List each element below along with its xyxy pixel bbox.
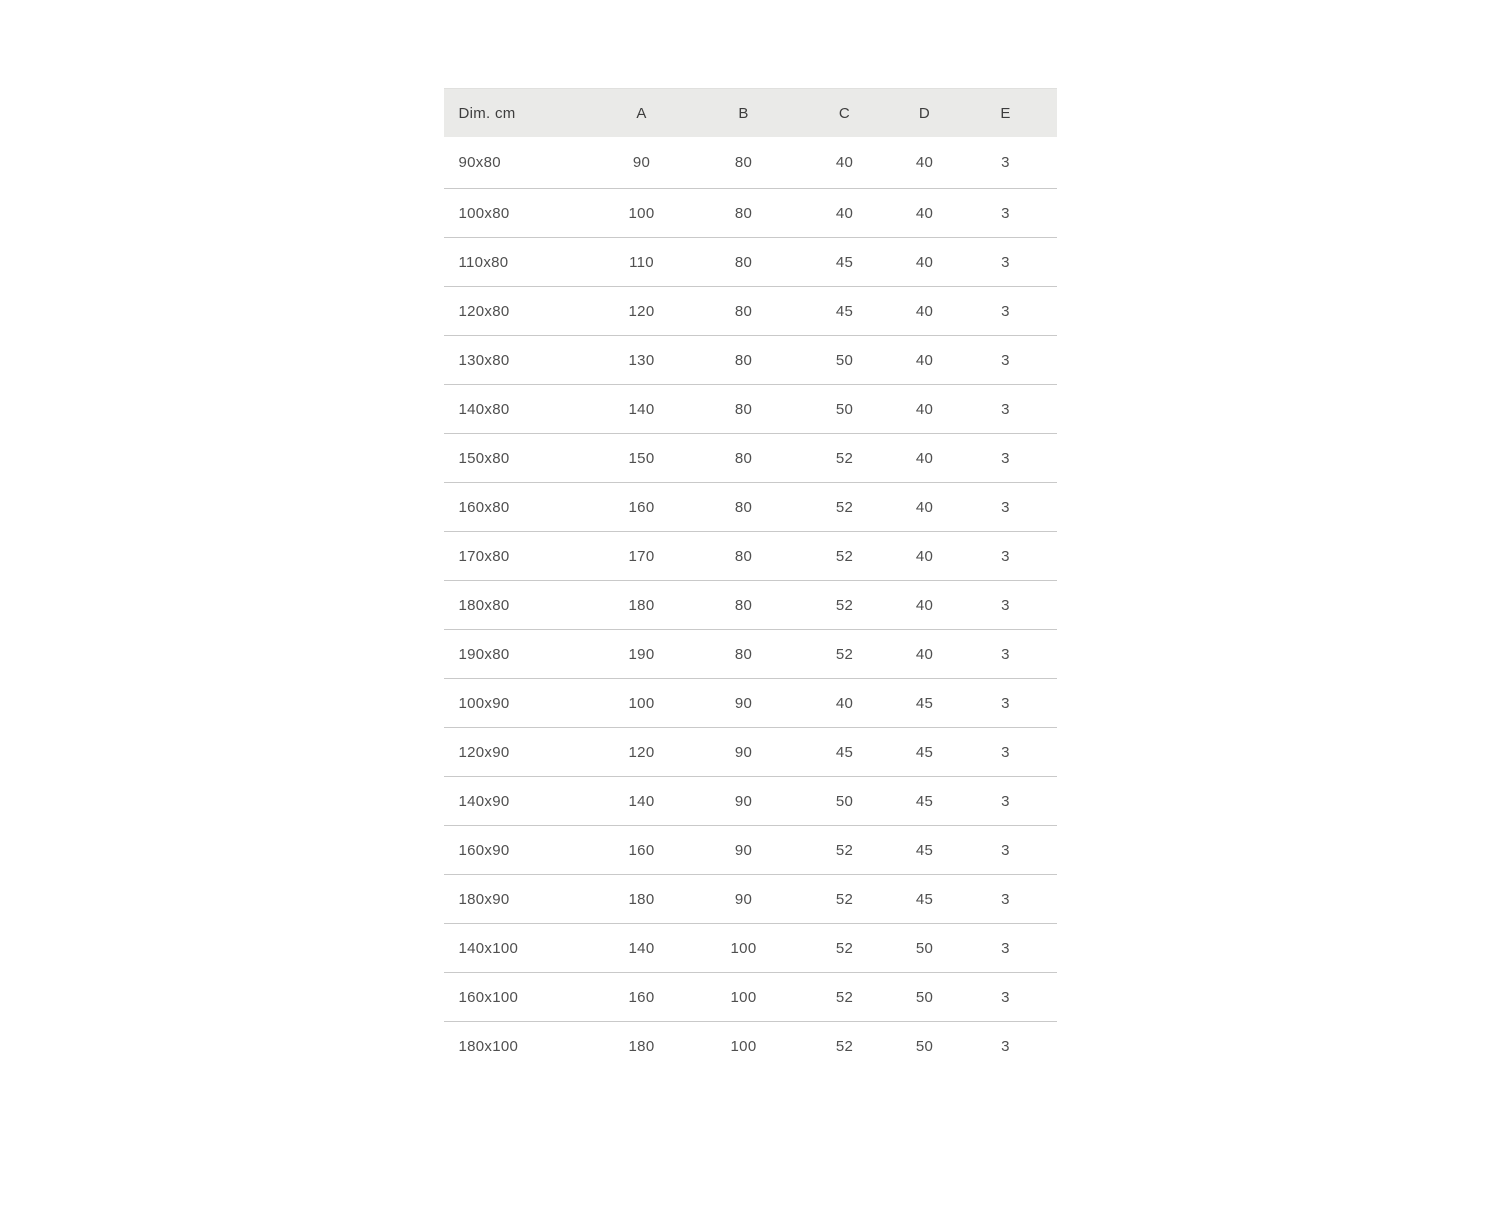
cell-e: 3 bbox=[955, 630, 1057, 679]
cell-d: 40 bbox=[895, 287, 955, 336]
cell-d: 50 bbox=[895, 1022, 955, 1071]
column-header-dim: Dim. cm bbox=[444, 89, 591, 138]
table-row bbox=[444, 728, 1057, 777]
cell-b: 80 bbox=[693, 630, 795, 679]
cell-e: 3 bbox=[955, 137, 1057, 189]
cell-dim: 180x100 bbox=[444, 1022, 591, 1071]
cell-b: 80 bbox=[693, 483, 795, 532]
cell-a: 100 bbox=[591, 679, 693, 728]
cell-d: 40 bbox=[895, 137, 955, 189]
cell-a: 160 bbox=[591, 826, 693, 875]
cell-dim: 120x90 bbox=[444, 728, 591, 777]
cell-e: 3 bbox=[955, 679, 1057, 728]
cell-c: 45 bbox=[795, 238, 895, 287]
cell-dim: 160x80 bbox=[444, 483, 591, 532]
table-row bbox=[444, 924, 1057, 973]
cell-b: 80 bbox=[693, 581, 795, 630]
cell-e: 3 bbox=[955, 532, 1057, 581]
cell-e: 3 bbox=[955, 287, 1057, 336]
cell-b: 90 bbox=[693, 679, 795, 728]
cell-a: 120 bbox=[591, 728, 693, 777]
table-row bbox=[444, 630, 1057, 679]
cell-a: 160 bbox=[591, 973, 693, 1022]
header-row bbox=[444, 89, 1057, 138]
cell-b: 80 bbox=[693, 287, 795, 336]
cell-dim: 160x90 bbox=[444, 826, 591, 875]
cell-e: 3 bbox=[955, 434, 1057, 483]
cell-e: 3 bbox=[955, 875, 1057, 924]
table-row bbox=[444, 336, 1057, 385]
cell-c: 40 bbox=[795, 137, 895, 189]
cell-a: 180 bbox=[591, 875, 693, 924]
cell-dim: 150x80 bbox=[444, 434, 591, 483]
cell-a: 140 bbox=[591, 924, 693, 973]
cell-e: 3 bbox=[955, 973, 1057, 1022]
cell-d: 45 bbox=[895, 826, 955, 875]
cell-b: 100 bbox=[693, 973, 795, 1022]
cell-e: 3 bbox=[955, 189, 1057, 238]
cell-e: 3 bbox=[955, 728, 1057, 777]
cell-b: 90 bbox=[693, 728, 795, 777]
cell-a: 130 bbox=[591, 336, 693, 385]
cell-e: 3 bbox=[955, 777, 1057, 826]
cell-d: 45 bbox=[895, 777, 955, 826]
cell-dim: 180x80 bbox=[444, 581, 591, 630]
table-row bbox=[444, 434, 1057, 483]
cell-b: 80 bbox=[693, 434, 795, 483]
cell-dim: 170x80 bbox=[444, 532, 591, 581]
table-row bbox=[444, 137, 1057, 189]
cell-d: 40 bbox=[895, 189, 955, 238]
cell-a: 170 bbox=[591, 532, 693, 581]
cell-b: 90 bbox=[693, 875, 795, 924]
cell-dim: 160x100 bbox=[444, 973, 591, 1022]
dimensions-table bbox=[444, 88, 1057, 1070]
cell-c: 52 bbox=[795, 630, 895, 679]
cell-c: 40 bbox=[795, 679, 895, 728]
cell-a: 110 bbox=[591, 238, 693, 287]
column-header-d: D bbox=[895, 89, 955, 138]
cell-c: 45 bbox=[795, 287, 895, 336]
cell-dim: 140x90 bbox=[444, 777, 591, 826]
cell-d: 40 bbox=[895, 581, 955, 630]
cell-c: 45 bbox=[795, 728, 895, 777]
cell-d: 40 bbox=[895, 532, 955, 581]
cell-c: 52 bbox=[795, 483, 895, 532]
cell-e: 3 bbox=[955, 385, 1057, 434]
cell-b: 80 bbox=[693, 336, 795, 385]
table-row bbox=[444, 875, 1057, 924]
cell-d: 40 bbox=[895, 238, 955, 287]
table-row bbox=[444, 189, 1057, 238]
cell-dim: 140x100 bbox=[444, 924, 591, 973]
table-row bbox=[444, 581, 1057, 630]
table-row bbox=[444, 826, 1057, 875]
cell-a: 100 bbox=[591, 189, 693, 238]
cell-c: 52 bbox=[795, 924, 895, 973]
cell-e: 3 bbox=[955, 581, 1057, 630]
cell-a: 150 bbox=[591, 434, 693, 483]
cell-d: 45 bbox=[895, 728, 955, 777]
cell-e: 3 bbox=[955, 924, 1057, 973]
cell-dim: 100x90 bbox=[444, 679, 591, 728]
cell-e: 3 bbox=[955, 238, 1057, 287]
table-row bbox=[444, 1022, 1057, 1071]
cell-dim: 180x90 bbox=[444, 875, 591, 924]
table-row bbox=[444, 777, 1057, 826]
column-header-c: C bbox=[795, 89, 895, 138]
cell-b: 90 bbox=[693, 826, 795, 875]
cell-c: 52 bbox=[795, 826, 895, 875]
cell-b: 80 bbox=[693, 137, 795, 189]
cell-c: 52 bbox=[795, 532, 895, 581]
dimensions-table-container bbox=[444, 88, 1057, 1070]
cell-b: 80 bbox=[693, 189, 795, 238]
table-row bbox=[444, 532, 1057, 581]
cell-a: 160 bbox=[591, 483, 693, 532]
cell-dim: 110x80 bbox=[444, 238, 591, 287]
cell-c: 52 bbox=[795, 581, 895, 630]
cell-b: 80 bbox=[693, 532, 795, 581]
cell-c: 52 bbox=[795, 973, 895, 1022]
cell-b: 90 bbox=[693, 777, 795, 826]
cell-b: 80 bbox=[693, 385, 795, 434]
cell-c: 50 bbox=[795, 385, 895, 434]
cell-a: 180 bbox=[591, 1022, 693, 1071]
cell-c: 52 bbox=[795, 434, 895, 483]
cell-c: 50 bbox=[795, 336, 895, 385]
cell-e: 3 bbox=[955, 483, 1057, 532]
cell-a: 90 bbox=[591, 137, 693, 189]
cell-d: 40 bbox=[895, 336, 955, 385]
cell-d: 40 bbox=[895, 385, 955, 434]
cell-a: 140 bbox=[591, 777, 693, 826]
cell-d: 45 bbox=[895, 679, 955, 728]
cell-d: 45 bbox=[895, 875, 955, 924]
cell-e: 3 bbox=[955, 826, 1057, 875]
column-header-a: A bbox=[591, 89, 693, 138]
cell-a: 180 bbox=[591, 581, 693, 630]
cell-d: 40 bbox=[895, 630, 955, 679]
cell-dim: 190x80 bbox=[444, 630, 591, 679]
cell-c: 50 bbox=[795, 777, 895, 826]
table-header bbox=[444, 89, 1057, 138]
cell-d: 50 bbox=[895, 924, 955, 973]
cell-c: 52 bbox=[795, 1022, 895, 1071]
cell-c: 40 bbox=[795, 189, 895, 238]
cell-e: 3 bbox=[955, 1022, 1057, 1071]
cell-dim: 120x80 bbox=[444, 287, 591, 336]
cell-a: 120 bbox=[591, 287, 693, 336]
table-row bbox=[444, 973, 1057, 1022]
cell-e: 3 bbox=[955, 336, 1057, 385]
cell-c: 52 bbox=[795, 875, 895, 924]
cell-d: 40 bbox=[895, 483, 955, 532]
cell-a: 140 bbox=[591, 385, 693, 434]
cell-b: 100 bbox=[693, 924, 795, 973]
cell-b: 80 bbox=[693, 238, 795, 287]
cell-dim: 90x80 bbox=[444, 137, 591, 189]
cell-a: 190 bbox=[591, 630, 693, 679]
column-header-e: E bbox=[955, 89, 1057, 138]
cell-dim: 130x80 bbox=[444, 336, 591, 385]
table-row bbox=[444, 385, 1057, 434]
cell-b: 100 bbox=[693, 1022, 795, 1071]
cell-d: 40 bbox=[895, 434, 955, 483]
cell-dim: 140x80 bbox=[444, 385, 591, 434]
table-body bbox=[444, 137, 1057, 1070]
table-row bbox=[444, 238, 1057, 287]
table-row bbox=[444, 287, 1057, 336]
cell-dim: 100x80 bbox=[444, 189, 591, 238]
cell-d: 50 bbox=[895, 973, 955, 1022]
table-row bbox=[444, 679, 1057, 728]
table-row bbox=[444, 483, 1057, 532]
column-header-b: B bbox=[693, 89, 795, 138]
